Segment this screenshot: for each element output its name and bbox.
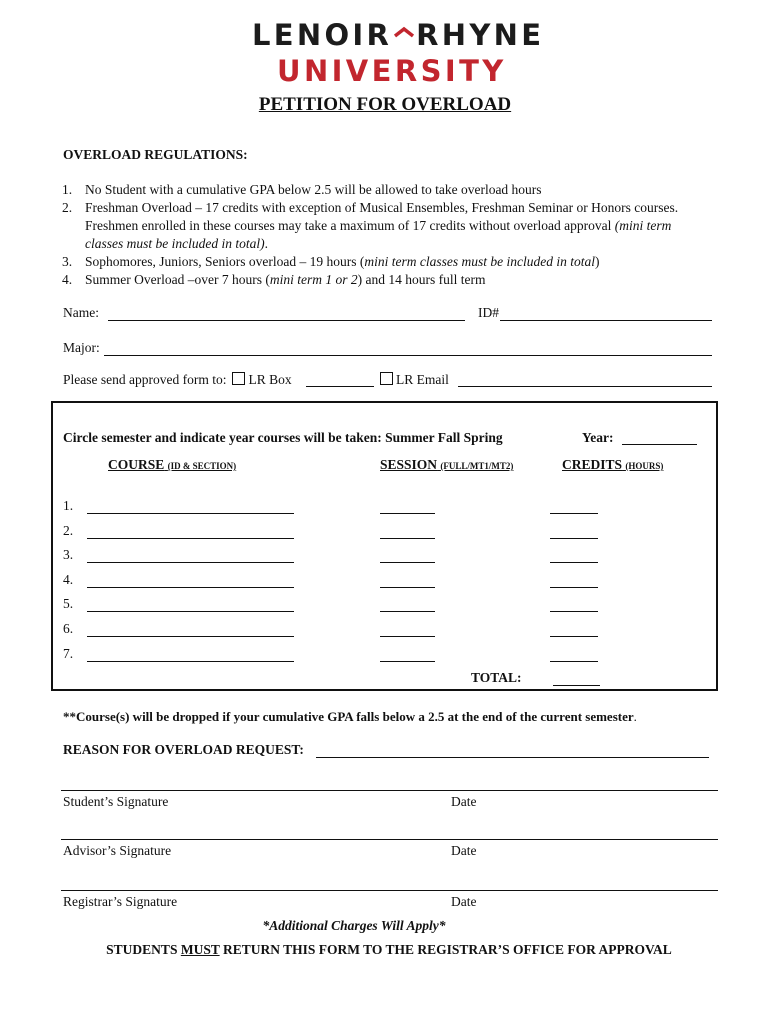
footer-emphasis: MUST — [180, 942, 220, 957]
gpa-warning-period: . — [633, 709, 637, 724]
student-signature-label: Student’s Signature — [63, 794, 169, 809]
session-field[interactable] — [380, 636, 435, 637]
regulation-text-end: ) — [594, 254, 600, 269]
regulation-text-end: . — [264, 236, 268, 251]
total-credits-field[interactable] — [553, 685, 600, 686]
credits-column-header — [562, 457, 663, 473]
session-field[interactable] — [380, 513, 435, 514]
course-field[interactable] — [87, 538, 294, 539]
gpa-warning — [63, 709, 637, 725]
reason-label: REASON FOR OVERLOAD REQUEST: — [63, 742, 304, 757]
registrar-date-label: Date — [451, 894, 477, 909]
year-label: Year: — [582, 430, 614, 445]
course-header-sub: (ID & SECTION) — [167, 461, 237, 471]
logo-tilde-mark — [393, 25, 415, 39]
regulation-note: (mini term classes must be included in total) — [85, 218, 672, 251]
regulation-text-end: ) and 14 hours full term — [357, 272, 486, 287]
regulation-item — [62, 181, 712, 199]
major-field[interactable] — [104, 355, 712, 356]
page-title: PETITION FOR OVERLOAD — [258, 94, 512, 115]
course-row-number: 1. — [63, 498, 74, 513]
regulations-heading: OVERLOAD REGULATIONS: — [63, 147, 248, 162]
logo-text-lenoir: LENOIR — [252, 18, 393, 52]
reason-field[interactable] — [316, 757, 709, 758]
course-field[interactable] — [87, 611, 294, 612]
credits-field[interactable] — [550, 538, 598, 539]
total-label: TOTAL: — [471, 670, 522, 685]
regulation-text: Sophomores, Juniors, Seniors overload – 19 hours ( — [85, 254, 365, 269]
advisor-date-label: Date — [451, 843, 477, 858]
regulation-number: 4. — [62, 272, 73, 287]
course-field[interactable] — [87, 636, 294, 637]
advisor-signature-label: Advisor’s Signature — [63, 843, 172, 858]
course-row-number: 7. — [63, 646, 74, 661]
lr-email-field[interactable] — [458, 386, 712, 387]
credits-header-sub: (HOURS) — [625, 461, 664, 471]
regulation-number: 1. — [62, 182, 73, 197]
lr-box-field[interactable] — [306, 386, 374, 387]
major-label: Major: — [63, 340, 100, 355]
gpa-warning-text: **Course(s) will be dropped if your cumulative GPA falls below a 2.5 at the end of the current semester — [63, 709, 634, 724]
course-field[interactable] — [87, 661, 294, 662]
university-logo — [252, 18, 544, 52]
course-field[interactable] — [87, 513, 294, 514]
session-field[interactable] — [380, 562, 435, 563]
regulation-item — [62, 253, 712, 271]
registrar-signature-line[interactable] — [61, 890, 718, 891]
regulation-number: 2. — [62, 200, 73, 215]
regulation-note: mini term classes must be included in total — [364, 254, 595, 269]
credits-field[interactable] — [550, 611, 598, 612]
regulation-text: No Student with a cumulative GPA below 2.5 will be allowed to take overload hours — [85, 182, 542, 197]
registrar-signature-label: Registrar’s Signature — [63, 894, 178, 909]
regulations-list — [62, 181, 712, 289]
semester-instruction: Circle semester and indicate year courses will be taken: Summer Fall Spring — [63, 430, 503, 445]
course-row-number: 3. — [63, 547, 74, 562]
course-field[interactable] — [87, 562, 294, 563]
footer-text-start: STUDENTS — [106, 942, 181, 957]
credits-field[interactable] — [550, 513, 598, 514]
id-label: ID# — [478, 305, 499, 320]
advisor-signature-line[interactable] — [61, 839, 718, 840]
regulation-item — [62, 199, 712, 253]
logo-text-rhyne: RHYNE — [416, 18, 545, 52]
send-form-label: Please send approved form to: — [63, 372, 227, 387]
session-field[interactable] — [380, 538, 435, 539]
additional-charges-note: *Additional Charges Will Apply* — [262, 918, 446, 933]
session-field[interactable] — [380, 587, 435, 588]
lr-box-checkbox[interactable] — [232, 372, 245, 385]
name-label: Name: — [63, 305, 99, 320]
course-header-label: COURSE — [108, 457, 165, 472]
credits-field[interactable] — [550, 587, 598, 588]
regulation-text: Freshman Overload – 17 credits with exception of Musical Ensembles, Freshman Seminar or Honors courses. Freshmen enrolled in these courses may take a maximum of 17 credits without overload approval — [85, 200, 679, 233]
credits-header-label: CREDITS — [562, 457, 623, 472]
send-form-row — [63, 372, 292, 388]
lr-box-label: LR Box — [248, 372, 292, 387]
credits-field[interactable] — [550, 661, 598, 662]
session-column-header — [380, 457, 513, 473]
logo-text-university: UNIVERSITY — [277, 54, 507, 88]
name-field[interactable] — [108, 320, 465, 321]
regulation-note: mini term 1 or 2 — [269, 272, 358, 287]
course-column-header — [108, 457, 278, 473]
course-field[interactable] — [87, 587, 294, 588]
lr-email-checkbox[interactable] — [380, 372, 393, 385]
session-field[interactable] — [380, 661, 435, 662]
student-date-label: Date — [451, 794, 477, 809]
course-row-number: 4. — [63, 572, 74, 587]
session-header-sub: (FULL/MT1/MT2) — [440, 461, 514, 471]
year-field[interactable] — [622, 444, 697, 445]
credits-field[interactable] — [550, 562, 598, 563]
footer-instruction — [0, 942, 770, 958]
course-row-number: 6. — [63, 621, 74, 636]
student-signature-line[interactable] — [61, 790, 718, 791]
regulation-text: Summer Overload –over 7 hours ( — [85, 272, 270, 287]
lr-email-option — [374, 372, 449, 388]
credits-field[interactable] — [550, 636, 598, 637]
footer-text-end: RETURN THIS FORM TO THE REGISTRAR’S OFFICE FOR APPROVAL — [219, 942, 672, 957]
session-header-label: SESSION — [380, 457, 438, 472]
regulation-item — [62, 271, 712, 289]
course-row-number: 5. — [63, 596, 74, 611]
id-field[interactable] — [500, 320, 712, 321]
course-row-number: 2. — [63, 523, 74, 538]
regulation-number: 3. — [62, 254, 73, 269]
lr-email-label: LR Email — [396, 372, 449, 387]
session-field[interactable] — [380, 611, 435, 612]
